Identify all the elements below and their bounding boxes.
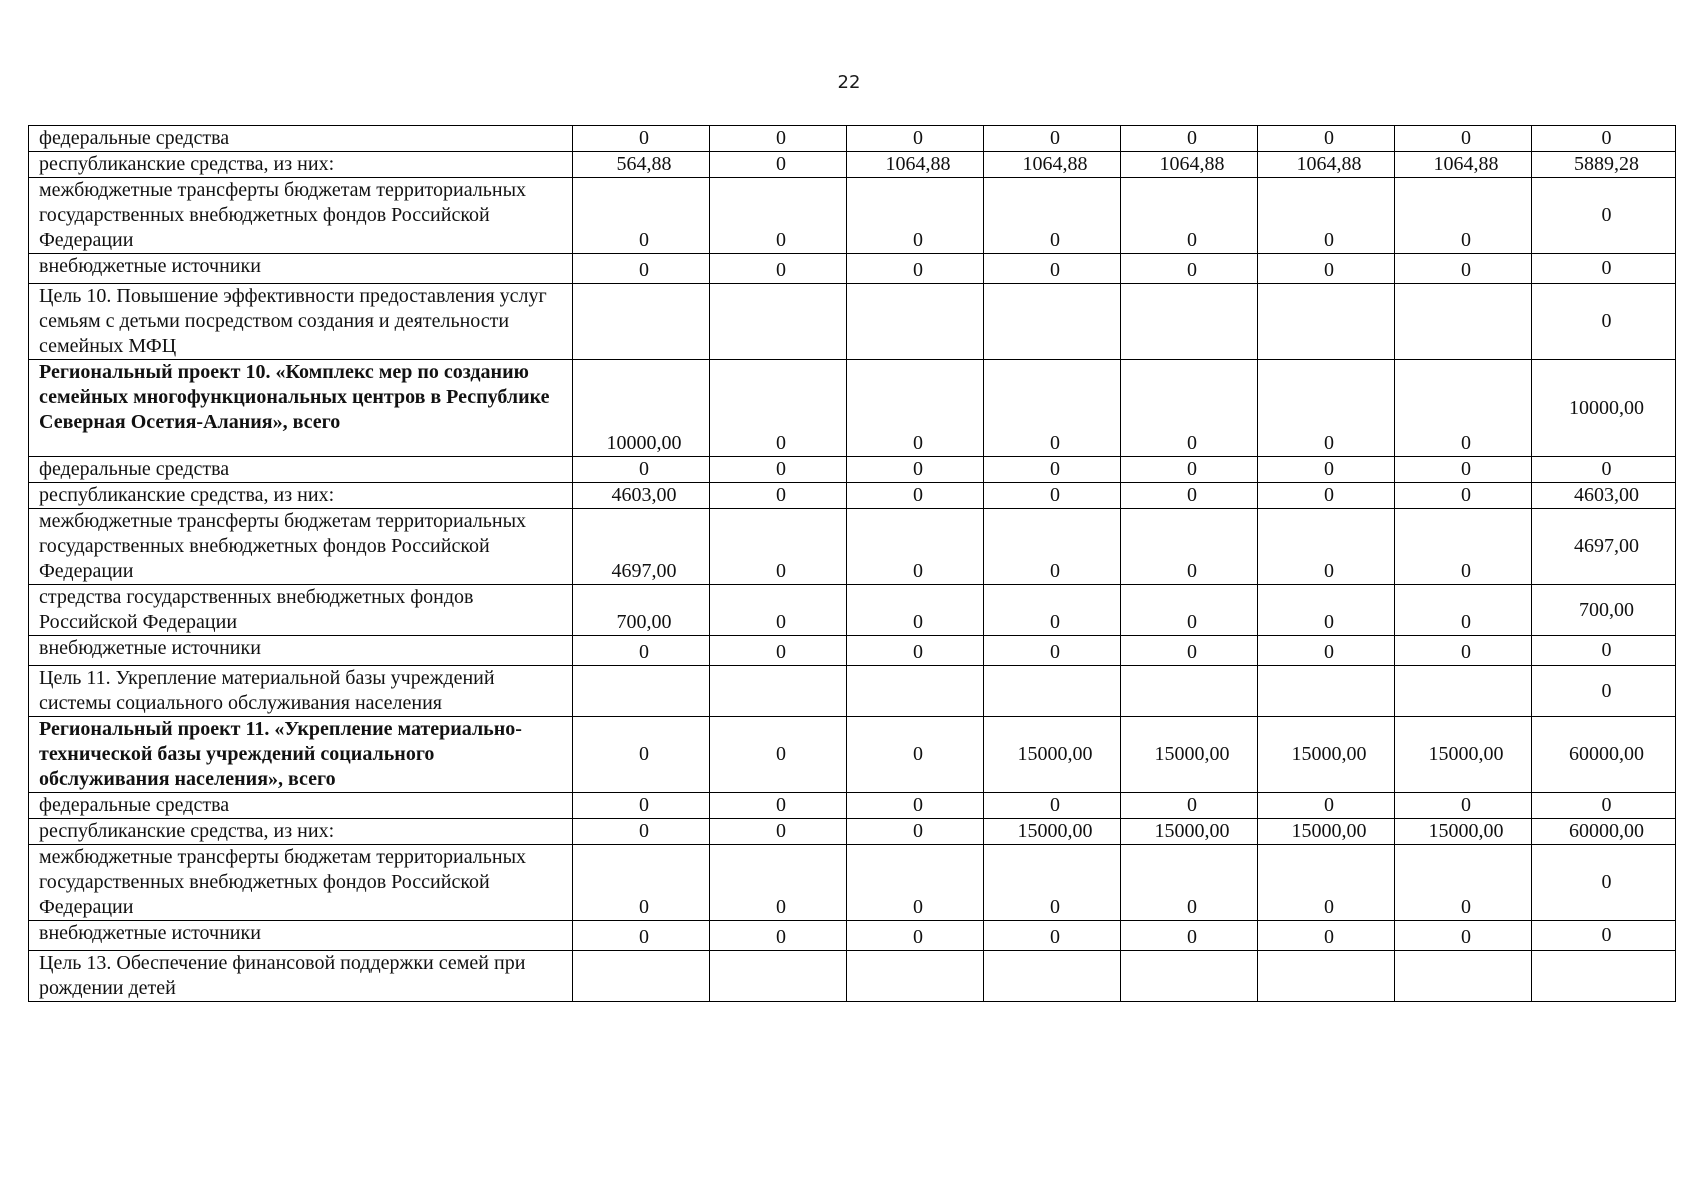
value-cell: 0 <box>573 921 710 951</box>
row-label: Цель 13. Обеспечение финансовой поддержки семей при рождении детей <box>29 951 573 1002</box>
value-cell: 0 <box>1121 254 1258 284</box>
row-label: межбюджетные трансферты бюджетам территориальных государственных внебюджетных фондов Российской Федерации <box>29 509 573 585</box>
value-cell: 0 <box>1258 126 1395 152</box>
value-cell: 15000,00 <box>1258 717 1395 793</box>
value-cell <box>573 951 710 1002</box>
value-cell: 0 <box>984 483 1121 509</box>
total-cell <box>1532 951 1676 1002</box>
value-cell: 0 <box>1121 178 1258 254</box>
value-cell: 0 <box>1395 636 1532 666</box>
total-cell: 0 <box>1532 793 1676 819</box>
value-cell: 0 <box>984 921 1121 951</box>
value-cell <box>710 666 847 717</box>
value-cell: 0 <box>847 585 984 636</box>
value-cell: 15000,00 <box>1121 717 1258 793</box>
table-row <box>29 152 1676 178</box>
table-body <box>29 126 1676 1002</box>
value-cell: 15000,00 <box>1121 819 1258 845</box>
total-cell: 0 <box>1532 284 1676 360</box>
value-cell <box>984 284 1121 360</box>
value-cell: 15000,00 <box>1258 819 1395 845</box>
value-cell: 0 <box>1121 921 1258 951</box>
value-cell: 0 <box>1395 457 1532 483</box>
value-cell: 0 <box>847 921 984 951</box>
total-cell: 0 <box>1532 457 1676 483</box>
value-cell: 0 <box>1395 921 1532 951</box>
table-row <box>29 126 1676 152</box>
value-cell: 0 <box>984 585 1121 636</box>
value-cell: 0 <box>1121 585 1258 636</box>
value-cell: 0 <box>1258 921 1395 951</box>
row-label: Региональный проект 11. «Укрепление материально-технической базы учреждений социального обслуживания населения», всего <box>29 717 573 793</box>
total-cell: 60000,00 <box>1532 819 1676 845</box>
value-cell: 0 <box>1395 845 1532 921</box>
total-cell: 0 <box>1532 254 1676 284</box>
value-cell: 0 <box>847 793 984 819</box>
total-cell: 700,00 <box>1532 585 1676 636</box>
table-row <box>29 666 1676 717</box>
value-cell: 15000,00 <box>984 717 1121 793</box>
row-label: внебюджетные источники <box>29 921 573 951</box>
value-cell: 0 <box>984 845 1121 921</box>
value-cell: 0 <box>710 360 847 457</box>
value-cell: 0 <box>573 457 710 483</box>
value-cell <box>984 666 1121 717</box>
value-cell: 1064,88 <box>1258 152 1395 178</box>
value-cell: 0 <box>710 483 847 509</box>
total-cell: 0 <box>1532 666 1676 717</box>
value-cell: 0 <box>710 152 847 178</box>
value-cell: 4697,00 <box>573 509 710 585</box>
value-cell <box>1395 284 1532 360</box>
value-cell <box>847 284 984 360</box>
value-cell: 0 <box>573 845 710 921</box>
table-row <box>29 585 1676 636</box>
table-row <box>29 483 1676 509</box>
value-cell: 0 <box>1395 483 1532 509</box>
value-cell <box>984 951 1121 1002</box>
value-cell: 0 <box>1395 793 1532 819</box>
table-row <box>29 921 1676 951</box>
value-cell: 0 <box>984 360 1121 457</box>
row-label: стредства государственных внебюджетных фондов Российской Федерации <box>29 585 573 636</box>
value-cell: 0 <box>1258 483 1395 509</box>
page-number: 22 <box>837 72 861 93</box>
total-cell: 0 <box>1532 921 1676 951</box>
value-cell: 0 <box>1395 254 1532 284</box>
value-cell: 0 <box>710 717 847 793</box>
value-cell: 0 <box>710 921 847 951</box>
value-cell <box>710 951 847 1002</box>
total-cell: 4697,00 <box>1532 509 1676 585</box>
value-cell: 0 <box>984 126 1121 152</box>
value-cell <box>847 666 984 717</box>
value-cell: 0 <box>1395 178 1532 254</box>
table-row <box>29 636 1676 666</box>
row-label: федеральные средства <box>29 126 573 152</box>
value-cell: 0 <box>710 509 847 585</box>
value-cell: 0 <box>1258 457 1395 483</box>
value-cell <box>1395 951 1532 1002</box>
value-cell: 0 <box>1121 636 1258 666</box>
value-cell <box>1121 951 1258 1002</box>
value-cell: 0 <box>1258 585 1395 636</box>
value-cell: 0 <box>573 793 710 819</box>
value-cell: 0 <box>710 793 847 819</box>
value-cell <box>573 284 710 360</box>
table-row <box>29 951 1676 1002</box>
value-cell: 0 <box>984 636 1121 666</box>
row-label: федеральные средства <box>29 793 573 819</box>
value-cell: 0 <box>1395 509 1532 585</box>
value-cell: 0 <box>573 636 710 666</box>
total-cell: 10000,00 <box>1532 360 1676 457</box>
value-cell: 0 <box>1121 793 1258 819</box>
value-cell: 0 <box>1395 585 1532 636</box>
value-cell: 564,88 <box>573 152 710 178</box>
value-cell <box>1121 666 1258 717</box>
table-row <box>29 360 1676 457</box>
value-cell: 0 <box>1258 845 1395 921</box>
row-label: республиканские средства, из них: <box>29 819 573 845</box>
value-cell: 0 <box>573 819 710 845</box>
value-cell: 0 <box>1395 360 1532 457</box>
value-cell <box>1258 666 1395 717</box>
total-cell: 5889,28 <box>1532 152 1676 178</box>
value-cell: 0 <box>1121 457 1258 483</box>
value-cell: 0 <box>847 457 984 483</box>
value-cell: 0 <box>1258 178 1395 254</box>
value-cell: 0 <box>847 360 984 457</box>
row-label: республиканские средства, из них: <box>29 152 573 178</box>
total-cell: 0 <box>1532 845 1676 921</box>
total-cell: 60000,00 <box>1532 717 1676 793</box>
value-cell: 0 <box>847 636 984 666</box>
value-cell: 0 <box>710 636 847 666</box>
value-cell: 0 <box>984 793 1121 819</box>
value-cell: 0 <box>984 457 1121 483</box>
value-cell <box>1258 284 1395 360</box>
value-cell: 0 <box>847 717 984 793</box>
value-cell: 0 <box>847 483 984 509</box>
table-row <box>29 509 1676 585</box>
value-cell <box>1121 284 1258 360</box>
value-cell: 0 <box>573 717 710 793</box>
value-cell: 0 <box>573 126 710 152</box>
value-cell: 0 <box>1258 636 1395 666</box>
value-cell: 0 <box>710 254 847 284</box>
value-cell: 15000,00 <box>1395 717 1532 793</box>
value-cell: 0 <box>710 457 847 483</box>
total-cell: 0 <box>1532 178 1676 254</box>
row-label: межбюджетные трансферты бюджетам территориальных государственных внебюджетных фондов Российской Федерации <box>29 845 573 921</box>
value-cell <box>1395 666 1532 717</box>
value-cell: 0 <box>847 845 984 921</box>
value-cell: 1064,88 <box>1121 152 1258 178</box>
value-cell: 0 <box>984 254 1121 284</box>
table-row <box>29 457 1676 483</box>
value-cell: 0 <box>710 819 847 845</box>
value-cell: 0 <box>1258 509 1395 585</box>
table-row <box>29 793 1676 819</box>
value-cell: 0 <box>847 819 984 845</box>
value-cell: 0 <box>847 254 984 284</box>
row-label: Цель 10. Повышение эффективности предоставления услуг семьям с детьми посредством создания и деятельности семейных МФЦ <box>29 284 573 360</box>
value-cell: 1064,88 <box>847 152 984 178</box>
budget-table <box>28 125 1676 1002</box>
total-cell: 0 <box>1532 636 1676 666</box>
row-label: Цель 11. Укрепление материальной базы учреждений системы социального обслуживания населения <box>29 666 573 717</box>
row-label: внебюджетные источники <box>29 254 573 284</box>
value-cell: 0 <box>1121 845 1258 921</box>
value-cell <box>710 284 847 360</box>
row-label: Региональный проект 10. «Комплекс мер по созданию семейных многофункциональных центров в Республике Северная Осетия-Алания», всего <box>29 360 573 457</box>
value-cell: 0 <box>847 126 984 152</box>
value-cell: 0 <box>984 509 1121 585</box>
value-cell <box>1258 951 1395 1002</box>
value-cell: 0 <box>1258 360 1395 457</box>
row-label: межбюджетные трансферты бюджетам территориальных государственных внебюджетных фондов Российской Федерации <box>29 178 573 254</box>
total-cell: 4603,00 <box>1532 483 1676 509</box>
value-cell: 15000,00 <box>984 819 1121 845</box>
value-cell: 1064,88 <box>984 152 1121 178</box>
value-cell: 15000,00 <box>1395 819 1532 845</box>
value-cell: 0 <box>1258 793 1395 819</box>
table-row <box>29 178 1676 254</box>
value-cell: 0 <box>1121 360 1258 457</box>
value-cell: 0 <box>710 585 847 636</box>
value-cell: 0 <box>710 178 847 254</box>
table-row <box>29 819 1676 845</box>
value-cell: 4603,00 <box>573 483 710 509</box>
table-row <box>29 254 1676 284</box>
table-row <box>29 717 1676 793</box>
value-cell <box>847 951 984 1002</box>
value-cell <box>573 666 710 717</box>
value-cell: 0 <box>1121 483 1258 509</box>
value-cell: 0 <box>710 126 847 152</box>
value-cell: 700,00 <box>573 585 710 636</box>
row-label: республиканские средства, из них: <box>29 483 573 509</box>
row-label: федеральные средства <box>29 457 573 483</box>
value-cell: 0 <box>1395 126 1532 152</box>
value-cell: 0 <box>1121 509 1258 585</box>
total-cell: 0 <box>1532 126 1676 152</box>
value-cell: 1064,88 <box>1395 152 1532 178</box>
value-cell: 10000,00 <box>573 360 710 457</box>
value-cell: 0 <box>847 178 984 254</box>
value-cell: 0 <box>1121 126 1258 152</box>
row-label: внебюджетные источники <box>29 636 573 666</box>
value-cell: 0 <box>710 845 847 921</box>
value-cell: 0 <box>984 178 1121 254</box>
value-cell: 0 <box>847 509 984 585</box>
table-row <box>29 845 1676 921</box>
value-cell: 0 <box>1258 254 1395 284</box>
value-cell: 0 <box>573 178 710 254</box>
value-cell: 0 <box>573 254 710 284</box>
table-row <box>29 284 1676 360</box>
